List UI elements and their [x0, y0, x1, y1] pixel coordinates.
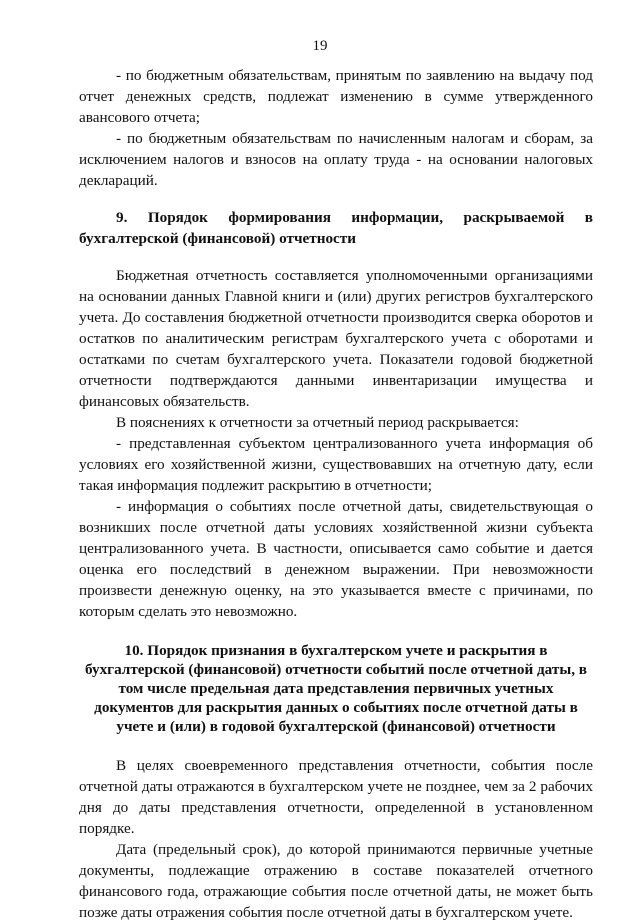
- paragraph-explanations-intro: В пояснениях к отчетности за отчетный период раскрывается:: [116, 414, 519, 431]
- page-content: [79, 65, 593, 923]
- spacer: [79, 736, 593, 755]
- spacer: [79, 622, 593, 641]
- paragraph-deadline-documents: Дата (предельный срок), до которой принимаются первичные учетные документы, подлежащие отражению в составе показателей отчетного финансового года, отражающие события после отчетной даты, не может быть позже даты отражения события после отчетной даты в бухгалтерском учете.: [79, 841, 593, 921]
- section-heading-9: 9. Порядок формирования информации, раскрываемой в бухгалтерской (финансовой) отчетности: [79, 209, 593, 247]
- spacer: [79, 191, 593, 207]
- section-heading-10: 10. Порядок признания в бухгалтерском учете и раскрытия в бухгалтерской (финансовой) отчетности событий после отчетной даты, в том числе предельная дата представления первичных учетных документов для раскрытия данных о событиях после отчетной даты в учете и (или) в годовой бухгалтерской (финансовой) отчетности: [84, 642, 587, 735]
- paragraph-budget-reporting: Бюджетная отчетность составляется уполномоченными организациями на основании данных Главной книги и (или) других регистров бухгалтерского учета. До составления бюджетной отчетности производится сверка оборотов и остатков по аналитическим регистрам бухгалтерского учета с оборотами и остатками по счетам бухгалтерского учета. Показатели годовой бюджетной отчетности подтверждаются данными инвентаризации имущества и финансовых обязательств.: [79, 267, 593, 410]
- paragraph-budget-obligations-taxes: - по бюджетным обязательствам по начисленным налогам и сборам, за исключением налогов и взносов на оплату труда - на основании налоговых деклараций.: [79, 130, 593, 189]
- page-number: 19: [312, 38, 328, 54]
- spacer: [79, 249, 593, 265]
- paragraph-budget-obligations-advance: - по бюджетным обязательствам, принятым по заявлению на выдачу под отчет денежных средств, подлежат изменению в сумме утвержденного авансового отчета;: [79, 67, 593, 126]
- paragraph-post-reporting-events: - информация о событиях после отчетной даты, свидетельствующая о возникших после отчетной даты условиях хозяйственной жизни субъекта централизованного учета. В частности, описывается само событие и дается оценка его последствий в денежном выражении. При невозможности произвести денежную оценку, на это указывается вместе с причинами, по которым сделать это невозможно.: [79, 498, 593, 620]
- paragraph-business-conditions: - представленная субъектом централизованного учета информация об условиях его хозяйственной жизни, существовавших на отчетную дату, если такая информация подлежит раскрытию в отчетности;: [79, 435, 593, 494]
- paragraph-timely-reporting: В целях своевременного представления отчетности, события после отчетной даты отражаются в бухгалтерском учете не позднее, чем за 2 рабочих дня до даты представления отчетности, определенной в установленном порядке.: [79, 757, 593, 837]
